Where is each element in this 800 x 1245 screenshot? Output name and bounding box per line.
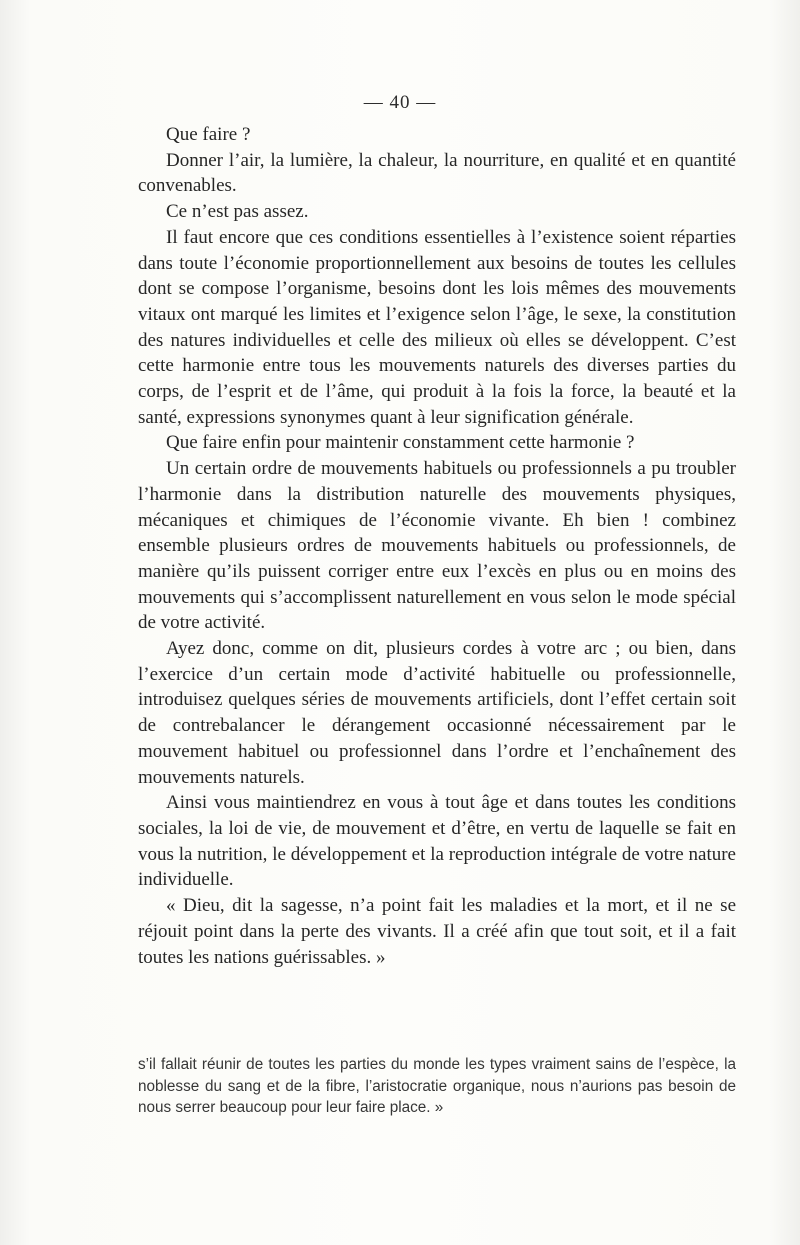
footnote bbox=[138, 1054, 736, 1119]
paragraph: Ayez donc, comme on dit, plusieurs cordes à votre arc ; ou bien, dans l’exercice d’un certain mode d’activité habituelle ou professionnelle, introduisez quelques séries de mouvements artificiels, dont l’effet certain soit de contrebalancer le dérangement occasionné nécessairement par le mouvement habituel ou professionnel dans l’ordre et l’enchaînement des mouvements naturels. bbox=[138, 638, 736, 788]
paragraph: Que faire ? bbox=[166, 124, 251, 145]
body-text bbox=[138, 122, 736, 970]
paragraph: Un certain ordre de mouvements habituels ou professionnels a pu troubler l’harmonie dans la distribution naturelle des mouvements physiques, mécaniques et chimiques de l’économie vivante. Eh bien ! combinez ensemble plusieurs ordres de mouvements habituels ou professionnels, de manière qu’ils puissent corriger entre eux l’excès en plus ou en moins des mouvements qui s’accomplissent naturellement en vous selon le mode spécial de votre activité. bbox=[138, 458, 736, 634]
paragraph: Que faire enfin pour maintenir constamment cette harmonie ? bbox=[166, 432, 635, 454]
page-number: — 40 — bbox=[363, 92, 437, 113]
paragraph: Ce n’est pas assez. bbox=[166, 201, 309, 223]
paragraph: Il faut encore que ces conditions essentielles à l’existence soient réparties dans toute l’économie proportionnellement aux besoins de toutes les cellules dont se compose l’organisme, besoins dont les lois mêmes des mouvements vitaux ont marqué les limites et l’exigence selon l’âge, le sexe, la constitution des natures individuelles et celle des milieux où elles se développent. C’est cette harmonie entre tous les mouvements naturels des diverses parties du corps, de l’esprit et de l’âme, qui produit à la fois la force, la beauté et la santé, expressions synonymes quant à leur signification générale. bbox=[138, 226, 736, 428]
paragraph: Donner l’air, la lumière, la chaleur, la nourriture, en qualité et en quantité convenables. bbox=[138, 149, 736, 197]
footnote-text: s’il fallait réunir de toutes les parties du monde les types vraiment sains de l’espèce, la noblesse du sang et de la fibre, l’aristocratie organique, nous n’aurions pas besoin de nous serrer beaucoup pour leur faire place. » bbox=[138, 1056, 736, 1116]
paragraph: Ainsi vous maintiendrez en vous à tout âge et dans toutes les conditions sociales, la loi de vie, de mouvement et d’être, en vertu de laquelle se fait en vous la nutrition, le développement et la reproduction intégrale de votre nature individuelle. bbox=[138, 792, 736, 891]
paragraph: « Dieu, dit la sagesse, n’a point fait les maladies et la mort, et il ne se réjouit point dans la perte des vivants. Il a créé afin que tout soit, et il a fait toutes les nations guérissables. » bbox=[138, 895, 736, 968]
